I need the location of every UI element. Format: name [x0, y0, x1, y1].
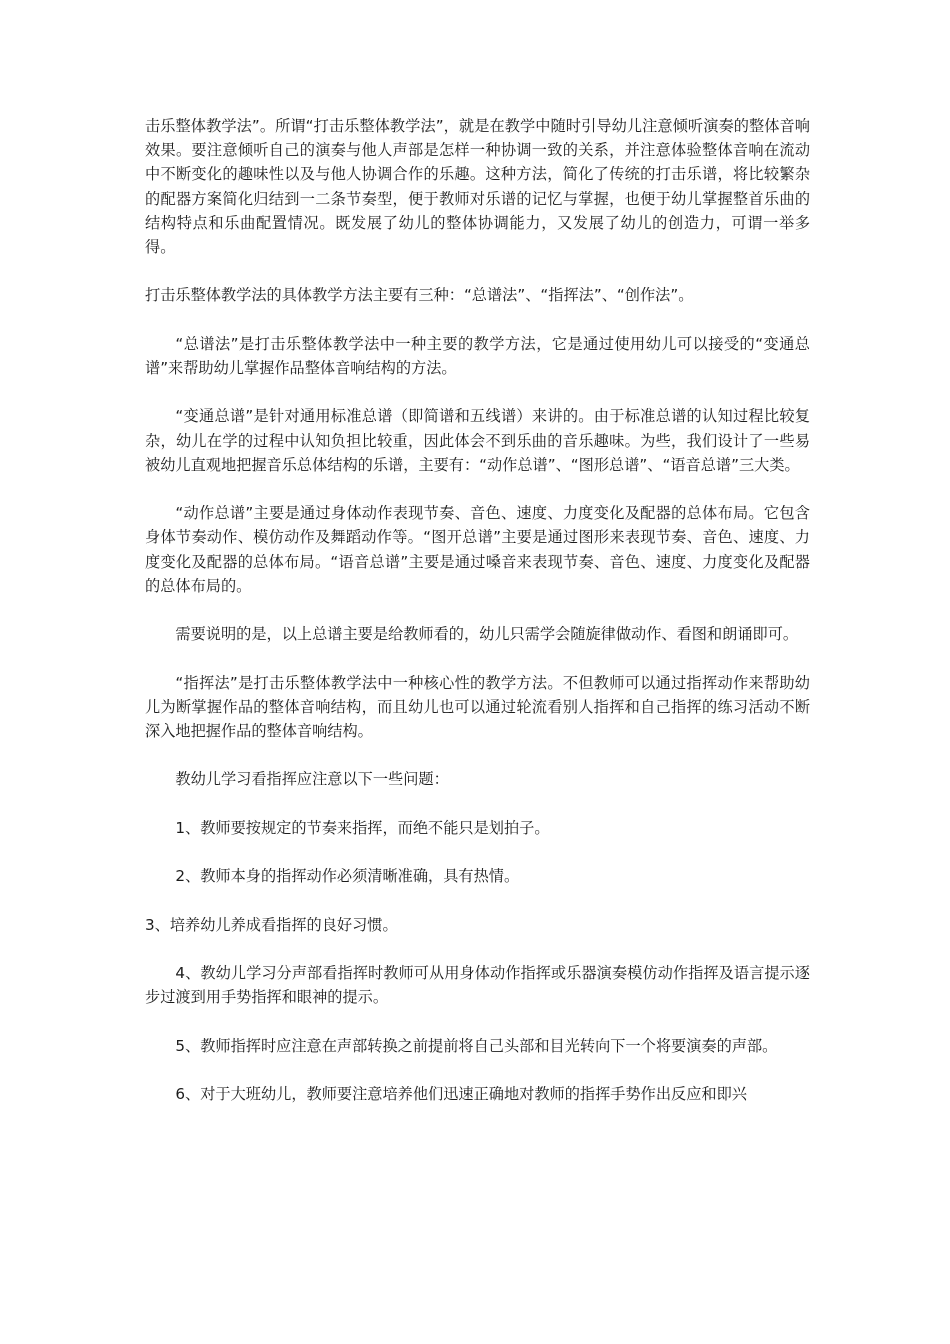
- list-item-5: 5、教师指挥时应注意在声部转换之前提前将自己头部和目光转向下一个将要演奏的声部。: [175, 1036, 778, 1055]
- paragraph-7: “指挥法”是打击乐整体教学法中一种核心性的教学方法。不但教师可以通过指挥动作来帮助幼儿为断掌握作品的整体音响结构，而且幼儿也可以通过轮流看别人指挥和自己指挥的练习活动不断深入地把握作品的整体音响结构。: [145, 673, 810, 740]
- paragraph-6: 需要说明的是，以上总谱主要是给教师看的，幼儿只需学会随旋律做动作、看图和朗诵即可。: [175, 625, 799, 644]
- paragraph-1: 击乐整体教学法”。所谓“打击乐整体教学法”，就是在教学中随时引导幼儿注意倾听演奏的整体音响效果。要注意倾听自己的演奏与他人声部是怎样一种协调一致的关系，并注意体验整体音响在流动中不断变化的趣味性以及与他人协调合作的乐趣。这种方法，简化了传统的打击乐谱，将比较繁杂的配器方案简化归结到一二条节奏型，便于教师对乐谱的记忆与掌握，也便于幼儿掌握整首乐曲的结构特点和乐曲配置情况。既发展了幼儿的整体协调能力，又发展了幼儿的创造力，可谓一举多得。: [145, 117, 810, 257]
- list-item-6: 6、对于大班幼儿，教师要注意培养他们迅速正确地对教师的指挥手势作出反应和即兴: [175, 1084, 747, 1103]
- paragraph-2: 打击乐整体教学法的具体教学方法主要有三种：“总谱法”、“指挥法”、“创作法”。: [145, 286, 694, 305]
- list-item-3: 3、培养幼儿养成看指挥的良好习惯。: [145, 915, 398, 934]
- list-item-2: 2、教师本身的指挥动作必须清晰准确，具有热情。: [175, 867, 520, 886]
- document-body: [145, 114, 810, 1130]
- paragraph-5: “动作总谱”主要是通过身体动作表现节奏、音色、速度、力度变化及配器的总体布局。它包含身体节奏动作、模仿动作及舞蹈动作等。“图开总谱”主要是通过图形来表现节奏、音色、速度、力度变化及配器的总体布局。“语音总谱”主要是通过嗓音来表现节奏、音色、速度、力度变化及配器的总体布局的。: [145, 504, 810, 595]
- paragraph-4: “变通总谱”是针对通用标准总谱（即简谱和五线谱）来讲的。由于标准总谱的认知过程比较复杂，幼儿在学的过程中认知负担比较重，因此体会不到乐曲的音乐趣味。为些，我们设计了一些易被幼儿直观地把握音乐总体结构的乐谱，主要有：“动作总谱”、“图形总谱”、“语音总谱”三大类。: [145, 407, 810, 474]
- paragraph-8: 教幼儿学习看指挥应注意以下一些问题：: [175, 770, 449, 789]
- list-item-4: 4、教幼儿学习分声部看指挥时教师可从用身体动作指挥或乐器演奏模仿动作指挥及语言提示逐步过渡到用手势指挥和眼神的提示。: [145, 963, 810, 1007]
- paragraph-3: “总谱法”是打击乐整体教学法中一种主要的教学方法，它是通过使用幼儿可以接受的“变通总谱”来帮助幼儿掌握作品整体音响结构的方法。: [145, 334, 810, 377]
- list-item-1: 1、教师要按规定的节奏来指挥，而绝不能只是划拍子。: [175, 818, 550, 837]
